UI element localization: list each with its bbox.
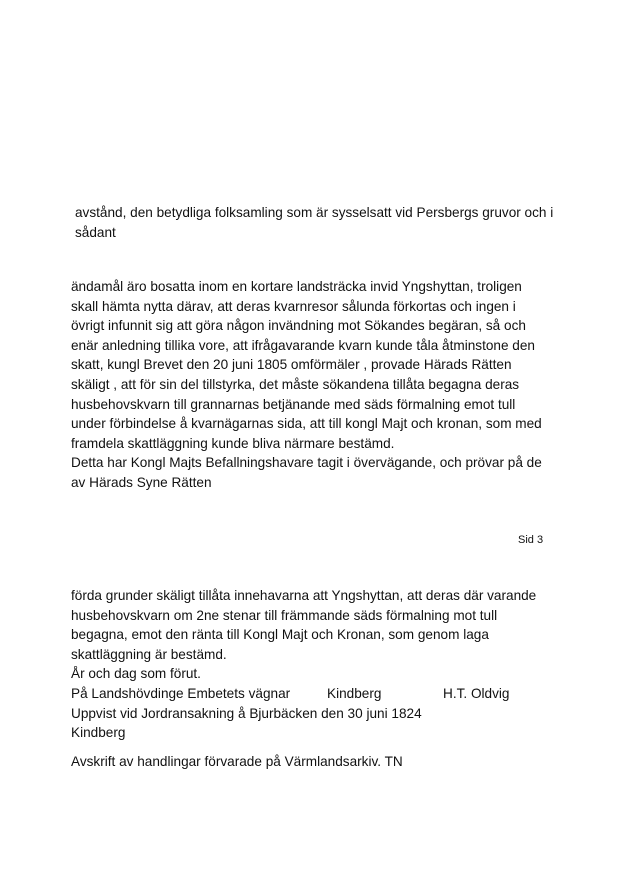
text-line: av Härads Syne Rätten — [71, 474, 212, 490]
text-line: förda grunder skäligt tillåta innehavarna att Yngshyttan, att deras där varande — [71, 588, 537, 603]
text-line: Detta har Kongl Majts Befallningshavare tagit i övervägande, och prövar på de — [71, 455, 542, 471]
text-block-decision — [71, 586, 551, 743]
text-line: framdela skattläggning kunde bliva närmare bestämd. — [71, 435, 395, 451]
footer-note — [71, 752, 551, 772]
page-number: Sid 3 — [518, 534, 544, 546]
text-line: ändamål äro bosatta inom en kortare landsträcka invid Yngshyttan, troligen — [71, 279, 522, 294]
text-line: avstånd, den betydliga folksamling som är sysselsatt vid Persbergs gruvor och i — [75, 205, 554, 220]
text-line: skall hämta nytta därav, att deras kvarnresor sålunda förkortas och ingen i — [71, 298, 516, 314]
text-line: År och dag som förut. — [71, 666, 201, 682]
footer-note-text: Avskrift av handlingar förvarade på Värmlandsarkiv. TN — [71, 754, 403, 769]
text-line: Uppvist vid Jordransakning å Bjurbäcken den 30 juni 1824 — [71, 705, 422, 721]
text-block-intro — [75, 203, 555, 242]
text-block-main — [71, 277, 551, 493]
text-line: Kindberg — [71, 725, 126, 741]
text-line: enär anledning tillika vore, att ifrågavarande kvarn kunde tåla åtminstone den — [71, 337, 535, 353]
signature-name-kindberg: Kindberg — [327, 685, 382, 701]
text-line: under förbindelse å kvarnägarnas sida, att till kongl Majt och kronan, som med — [71, 416, 542, 432]
text-line: skattläggning är bestämd. — [71, 646, 227, 662]
text-line: husbehovskvarn till grannarnas betjänande med säds förmalning emot tull — [71, 396, 516, 412]
text-line: skatt, kungl Brevet den 20 juni 1805 omförmäler , provade Härads Rätten — [71, 357, 512, 373]
text-line: övrigt infunnit sig att göra någon invändning mot Sökandes begäran, så och — [71, 318, 526, 334]
text-line: sådant — [75, 224, 116, 240]
signature-office: På Landshövdinge Embetets vägnar — [71, 685, 291, 701]
text-line: begagna, emot den ränta till Kongl Majt och Kronan, som genom laga — [71, 627, 489, 643]
text-line: husbehovskvarn om 2ne stenar till främmande säds förmalning mot tull — [71, 607, 498, 623]
signature-name-oldvig: H.T. Oldvig — [443, 685, 510, 701]
text-line: skäligt , att för sin del tillstyrka, det måste sökandena tillåta begagna deras — [71, 376, 520, 392]
signature-line — [71, 684, 551, 704]
